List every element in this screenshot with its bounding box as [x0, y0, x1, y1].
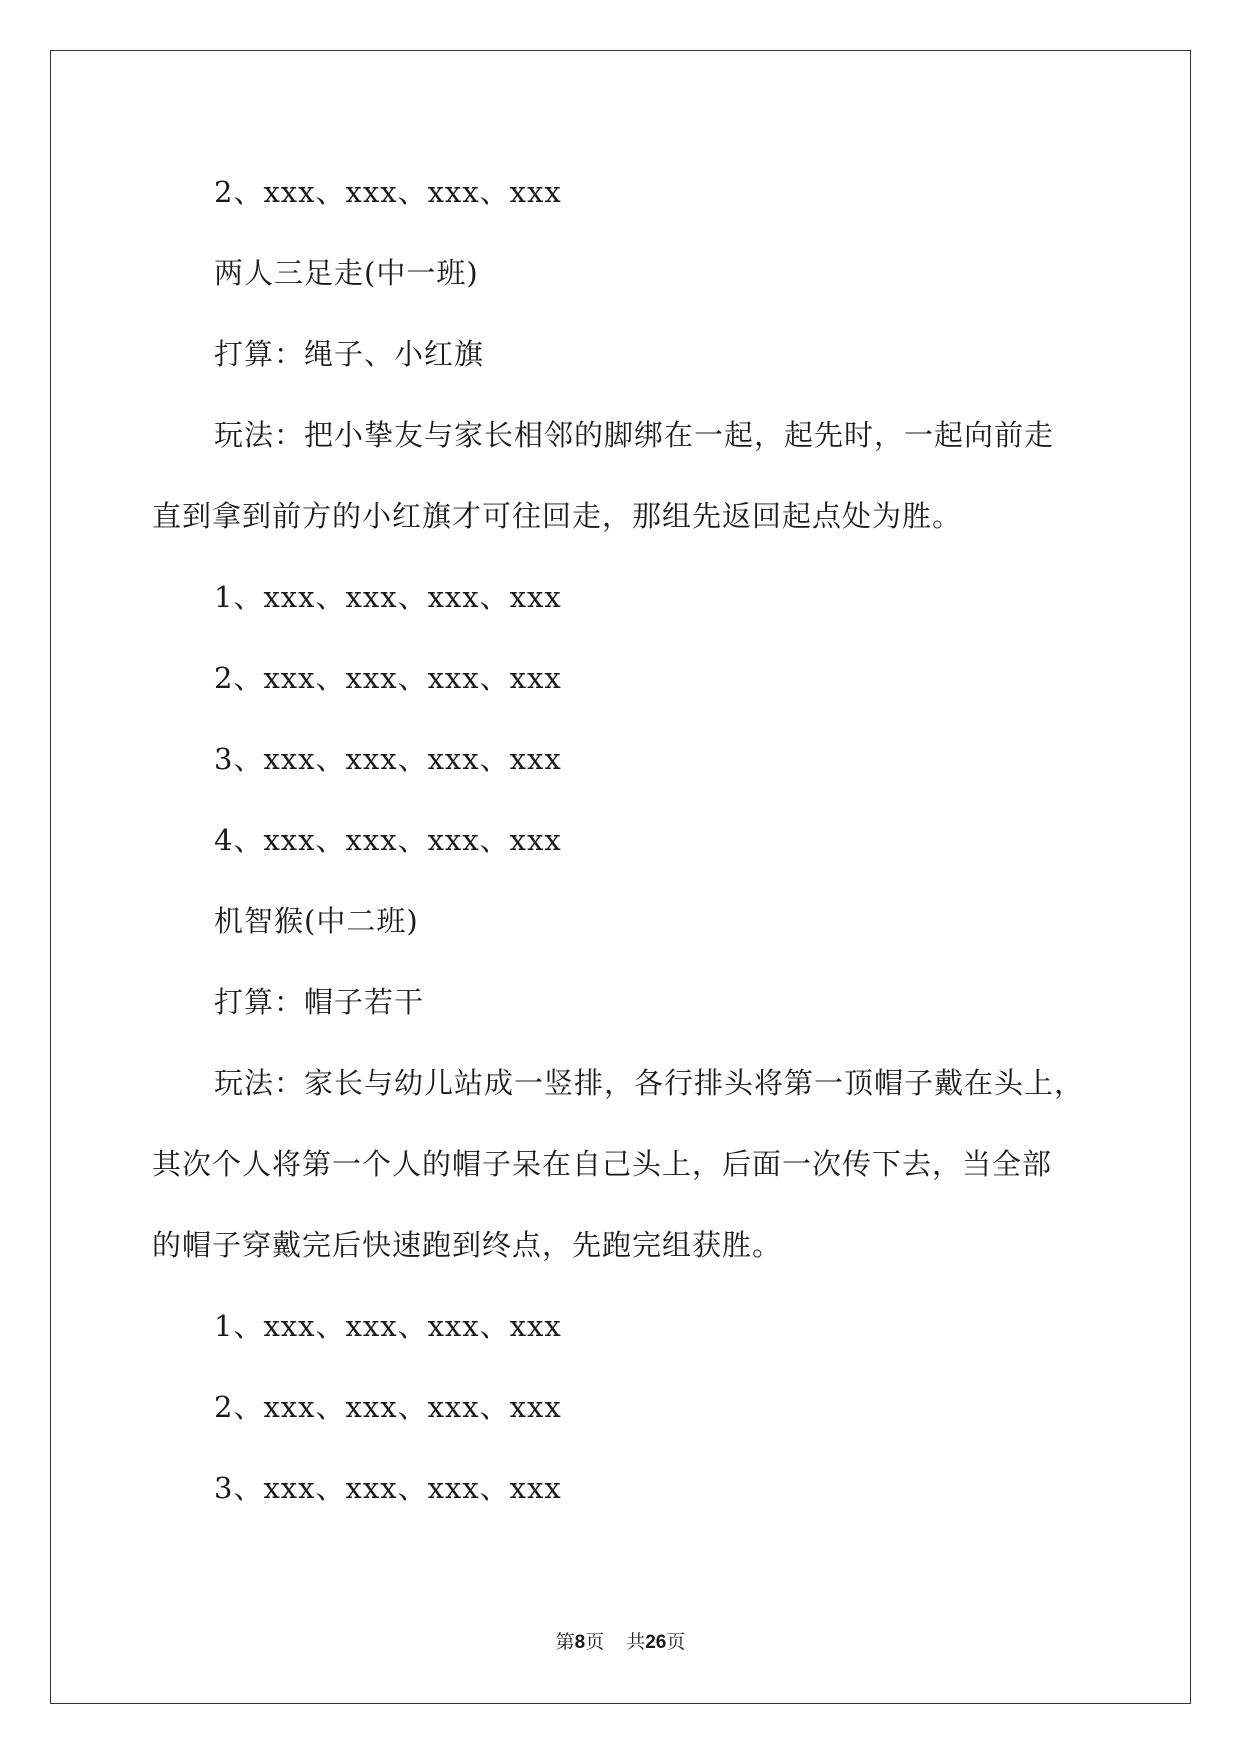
rules-paragraph-line: 其次个人将第一个人的帽子呆在自己头上，后面一次传下去，当全部: [152, 1147, 1053, 1181]
section-heading: 两人三足走(中一班): [214, 256, 479, 290]
list-item: 3、xxx、xxx、xxx、xxx: [214, 1471, 562, 1505]
list-item: 3、xxx、xxx、xxx、xxx: [214, 742, 562, 776]
page-footer: [0, 1630, 1241, 1655]
materials-line: 打算：绳子、小红旗: [214, 337, 485, 371]
page-prefix: 第: [555, 1631, 575, 1653]
rules-paragraph-line: 玩法：家长与幼儿站成一竖排，各行排头将第一顶帽子戴在头上，: [214, 1066, 1085, 1100]
total-prefix: 共: [626, 1631, 646, 1653]
list-item: 4、xxx、xxx、xxx、xxx: [214, 823, 562, 857]
list-item: 1、xxx、xxx、xxx、xxx: [214, 1309, 562, 1343]
page-number: 8: [574, 1632, 586, 1653]
page-suffix: 页: [585, 1631, 605, 1653]
list-item: 2、xxx、xxx、xxx、xxx: [214, 661, 562, 695]
list-item: 2、xxx、xxx、xxx、xxx: [214, 1390, 562, 1424]
rules-paragraph-line: 直到拿到前方的小红旗才可往回走，那组先返回起点处为胜。: [152, 499, 963, 533]
page-border: [50, 50, 1191, 1704]
section-heading: 机智猴(中二班): [214, 904, 419, 938]
list-item: 1、xxx、xxx、xxx、xxx: [214, 580, 562, 614]
rules-paragraph-line: 的帽子穿戴完后快速跑到终点，先跑完组获胜。: [152, 1228, 783, 1262]
list-item: 2、xxx、xxx、xxx、xxx: [214, 175, 562, 209]
total-pages: 26: [645, 1632, 667, 1653]
materials-line: 打算：帽子若干: [214, 985, 425, 1019]
total-suffix: 页: [666, 1631, 686, 1653]
rules-paragraph-line: 玩法：把小挚友与家长相邻的脚绑在一起，起先时，一起向前走: [214, 418, 1055, 452]
